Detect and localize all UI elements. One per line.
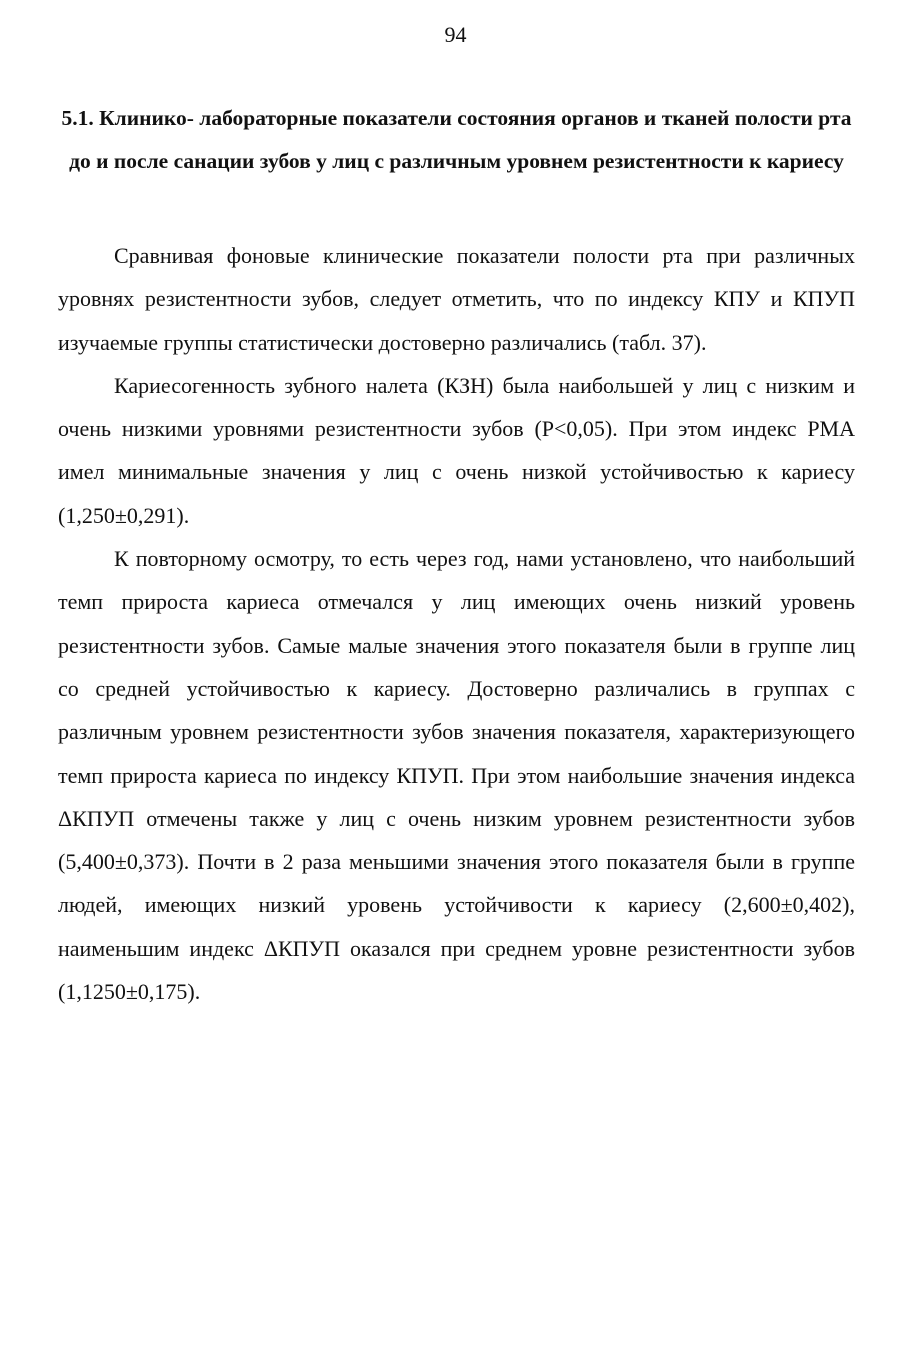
- section-heading: 5.1. Клинико- лабораторные показатели состояния органов и тканей полости рта до и после санации зубов у лиц с различным уровнем резистентности к кариесу: [61, 106, 852, 173]
- page-number: 94: [444, 22, 467, 47]
- paragraph-plaque-cariogenicity: Кариесогенность зубного налета (КЗН) была наибольшей у лиц с низким и очень низкими уровнями резистентности зубов (Р<0,05). При этом индекс РМА имел минимальные значения у лиц с очень низкой устойчивостью к кариесу (1,250±0,291).: [58, 372, 855, 528]
- paragraph-background-indicators: Сравнивая фоновые клинические показатели полости рта при различных уровнях резистентности зубов, следует отметить, что по индексу КПУ и КПУП изучаемые группы статистически достоверно различались (табл. 37).: [58, 243, 855, 355]
- body-text: [58, 234, 855, 1013]
- paragraph-repeat-examination: К повторному осмотру, то есть через год, нами установлено, что наибольший темп прироста кариеса отмечался у лиц имеющих очень низкий уровень резистентности зубов. Самые малые значения этого показателя были в группе лиц со средней устойчивостью к кариесу. Достоверно различались в группах с различным уровнем резистентности зубов значения показателя, характеризующего темп прироста кариеса по индексу КПУП. При этом наибольшие значения индекса ΔКПУП отмечены также у лиц с очень низким уровнем резистентности зубов (5,400±0,373). Почти в 2 раза меньшими значения этого показателя были в группе людей, имеющих низкий уровень устойчивости к кариесу (2,600±0,402), наименьшим индекс ΔКПУП оказался при среднем уровне резистентности зубов (1,1250±0,175).: [58, 546, 855, 1005]
